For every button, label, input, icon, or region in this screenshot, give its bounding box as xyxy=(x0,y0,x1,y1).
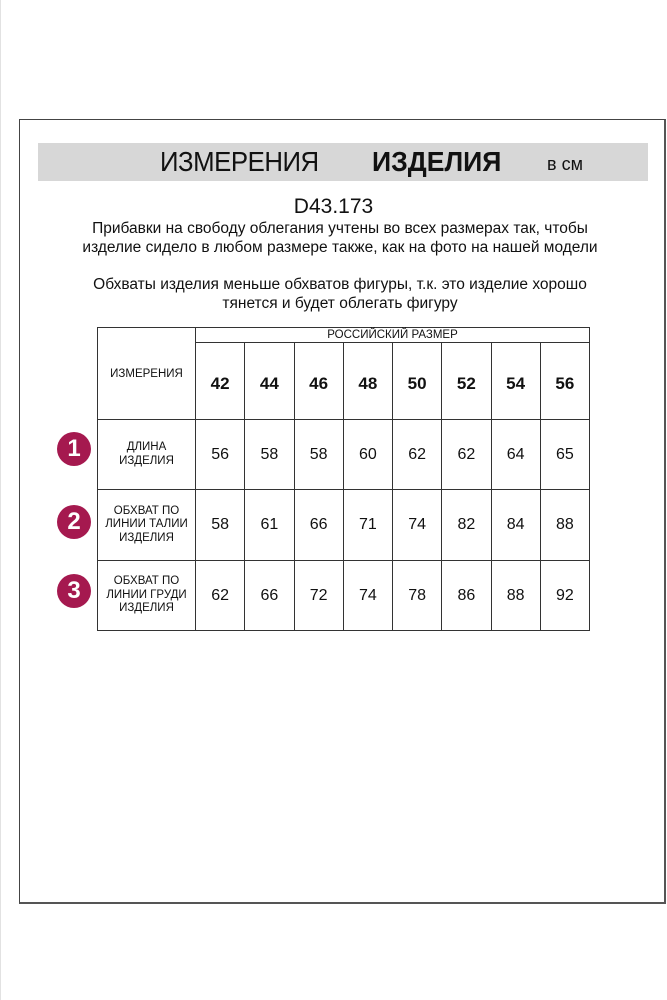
value-cell: 74 xyxy=(343,561,392,631)
value-cell: 88 xyxy=(491,561,540,631)
size-header: 54 xyxy=(491,343,540,420)
table-row xyxy=(98,420,590,490)
page-edge xyxy=(0,0,1,1000)
value-cell: 66 xyxy=(245,561,294,631)
value-cell: 78 xyxy=(393,561,442,631)
row-label-line: ИЗДЕЛИЯ xyxy=(119,531,174,544)
value-cell: 88 xyxy=(540,490,589,561)
row-label-line: ОБХВАТ ПО xyxy=(113,575,180,588)
value-cell: 62 xyxy=(442,420,491,490)
size-header: 42 xyxy=(196,343,245,420)
row-label-line: ИЗДЕЛИЯ xyxy=(119,454,174,467)
stretch-note: Обхваты изделия меньше обхватов фигуры, т.к. это изделие хорошо тянется и будет облегать фигуру xyxy=(93,276,587,312)
value-cell: 60 xyxy=(343,420,392,490)
size-header: 48 xyxy=(343,343,392,420)
size-header: 50 xyxy=(393,343,442,420)
value-cell: 82 xyxy=(442,490,491,561)
value-cell: 62 xyxy=(196,561,245,631)
table-row xyxy=(98,561,590,631)
measure-header: ИЗМЕРЕНИЯ xyxy=(98,328,196,420)
row-number-badge: 2 xyxy=(57,505,91,539)
value-cell: 65 xyxy=(540,420,589,490)
size-header: 46 xyxy=(294,343,343,420)
value-cell: 56 xyxy=(196,420,245,490)
value-cell: 62 xyxy=(393,420,442,490)
value-cell: 58 xyxy=(294,420,343,490)
table-row xyxy=(98,490,590,561)
title-bold: ИЗДЕЛИЯ xyxy=(372,146,502,177)
value-cell: 92 xyxy=(540,561,589,631)
size-header: 56 xyxy=(540,343,589,420)
value-cell: 71 xyxy=(343,490,392,561)
row-label-line: ОБХВАТ ПО xyxy=(113,504,180,517)
fit-note: Прибавки на свободу облегания учтены во всех размерах так, чтобы изделие сидело в любом размере также, как на фото на нашей модели xyxy=(82,220,598,256)
value-cell: 72 xyxy=(294,561,343,631)
title-banner xyxy=(38,143,648,181)
row-number-badge: 1 xyxy=(57,432,91,466)
value-cell: 86 xyxy=(442,561,491,631)
row-label xyxy=(98,490,196,561)
row-label xyxy=(98,420,196,490)
value-cell: 58 xyxy=(196,490,245,561)
row-number-badge: 3 xyxy=(57,574,91,608)
value-cell: 66 xyxy=(294,490,343,561)
unit-label: в см xyxy=(547,154,583,174)
size-table xyxy=(97,327,590,631)
size-header: 52 xyxy=(442,343,491,420)
product-code: D43.173 xyxy=(293,195,374,218)
row-label-line: ИЗДЕЛИЯ xyxy=(119,602,174,615)
row-label-line: ЛИНИИ ГРУДИ xyxy=(106,588,187,601)
row-label-line: ЛИНИИ ТАЛИИ xyxy=(105,518,188,531)
size-header: 44 xyxy=(245,343,294,420)
row-label-line: ДЛИНА xyxy=(126,441,167,453)
row-label xyxy=(98,561,196,631)
value-cell: 64 xyxy=(491,420,540,490)
title-regular: ИЗМЕРЕНИЯ xyxy=(160,146,319,177)
size-group-header: РОССИЙСКИЙ РАЗМЕР xyxy=(196,328,590,343)
value-cell: 61 xyxy=(245,490,294,561)
value-cell: 74 xyxy=(393,490,442,561)
value-cell: 84 xyxy=(491,490,540,561)
value-cell: 58 xyxy=(245,420,294,490)
